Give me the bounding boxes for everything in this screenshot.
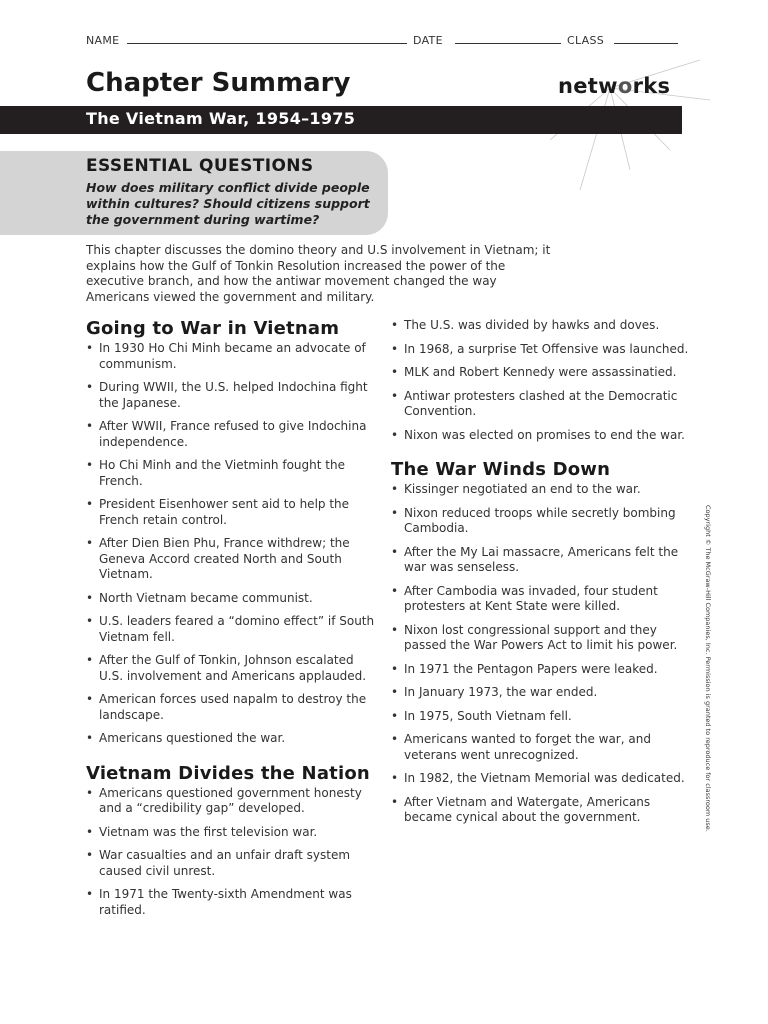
section-title: The War Winds Down [391, 459, 611, 480]
brand-o-icon: o [617, 74, 633, 98]
class-label: CLASS [567, 34, 605, 47]
bullet-list [86, 786, 378, 919]
list-item: • Americans questioned the war. [86, 731, 378, 747]
list-item: • After WWII, France refused to give Indochina independence. [86, 419, 378, 450]
list-item: • War casualties and an unfair draft system caused civil unrest. [86, 848, 378, 879]
list-item: • In 1930 Ho Chi Minh became an advocate of communism. [86, 341, 378, 372]
date-label: DATE [413, 34, 443, 47]
list-item: • Americans wanted to forget the war, and veterans went unrecognized. [391, 732, 691, 763]
list-item: • Nixon lost congressional support and they passed the War Powers Act to limit his power. [391, 623, 691, 654]
left-column [86, 318, 378, 926]
list-item: • Americans questioned government honesty and a “credibility gap” developed. [86, 786, 378, 817]
bullet-list [86, 341, 378, 747]
list-item: • Vietnam was the first television war. [86, 825, 378, 841]
right-column [391, 318, 691, 834]
intro-paragraph: This chapter discusses the domino theory and U.S involvement in Vietnam; it explains how the Gulf of Tonkin Resolution increased the power of the executive branch, and how the antiwar movement changed the way Americans viewed the government and military. [86, 243, 551, 304]
section-title: Vietnam Divides the Nation [86, 762, 370, 784]
brand-prefix: netw [558, 74, 618, 98]
subtitle-bar [0, 106, 682, 134]
list-item: • In January 1973, the war ended. [391, 685, 691, 701]
subtitle: The Vietnam War, 1954–1975 [86, 109, 356, 128]
essential-questions-text: How does military conflict divide people within cultures? Should citizens support the government during wartime? [86, 180, 370, 227]
copyright-text: Copyright © The McGraw-Hill Companies, Inc. Permission is granted to reproduce for classroom use. [704, 505, 712, 832]
list-item: • U.S. leaders feared a “domino effect” if South Vietnam fell. [86, 614, 378, 645]
list-item: • In 1971 the Pentagon Papers were leaked. [391, 662, 691, 678]
list-item: • In 1982, the Vietnam Memorial was dedicated. [391, 771, 691, 787]
section-title: Going to War in Vietnam [86, 318, 340, 339]
list-item: • After Cambodia was invaded, four student protesters at Kent State were killed. [391, 584, 691, 615]
list-item: • In 1968, a surprise Tet Offensive was launched. [391, 342, 691, 358]
list-item: • After Vietnam and Watergate, Americans became cynical about the government. [391, 795, 691, 826]
name-label: NAME [86, 34, 120, 47]
list-item: • After the My Lai massacre, Americans felt the war was senseless. [391, 545, 691, 576]
bullet-list [391, 482, 691, 826]
list-item: • Kissinger negotiated an end to the war. [391, 482, 691, 498]
list-item: • President Eisenhower sent aid to help the French retain control. [86, 497, 378, 528]
bullet-list [391, 318, 691, 443]
list-item: • MLK and Robert Kennedy were assassinatied. [391, 365, 691, 381]
copyright-notice [700, 505, 714, 845]
name-field[interactable] [86, 33, 407, 47]
list-item: • In 1971 the Twenty-sixth Amendment was ratified. [86, 887, 378, 918]
list-item: • Nixon was elected on promises to end the war. [391, 428, 691, 444]
list-item: • After the Gulf of Tonkin, Johnson escalated U.S. involvement and Americans applauded. [86, 653, 378, 684]
list-item: • The U.S. was divided by hawks and doves. [391, 318, 691, 334]
name-blank[interactable] [127, 33, 407, 44]
page-title: Chapter Summary [86, 68, 351, 98]
list-item: • After Dien Bien Phu, France withdrew; the Geneva Accord created North and South Vietnam. [86, 536, 378, 583]
list-item: • American forces used napalm to destroy the landscape. [86, 692, 378, 723]
essential-questions-title: ESSENTIAL QUESTIONS [86, 156, 314, 176]
list-item: • Ho Chi Minh and the Vietminh fought the French. [86, 458, 378, 489]
list-item: • Antiwar protesters clashed at the Democratic Convention. [391, 389, 691, 420]
list-item: • Nixon reduced troops while secretly bombing Cambodia. [391, 506, 691, 537]
list-item: • North Vietnam became communist. [86, 591, 378, 607]
brand-suffix: rks [632, 74, 671, 98]
list-item: • In 1975, South Vietnam fell. [391, 709, 691, 725]
brand-logo [558, 74, 670, 98]
list-item: • During WWII, the U.S. helped Indochina fight the Japanese. [86, 380, 378, 411]
